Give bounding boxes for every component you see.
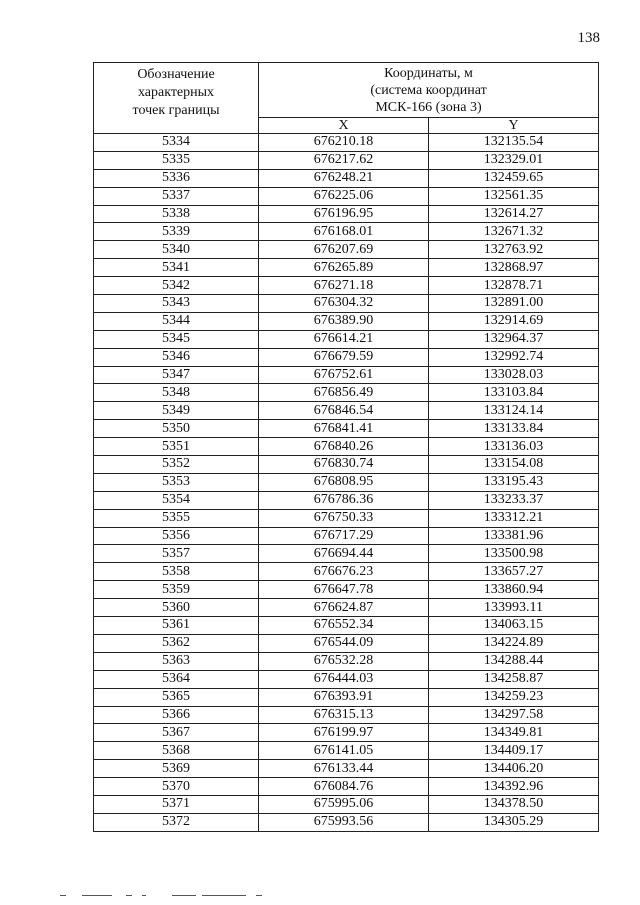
y-coordinate-cell: 133657.27 [429,563,599,581]
x-coordinate-cell: 676141.05 [259,742,429,760]
y-coordinate-cell: 133103.84 [429,384,599,402]
table-row [94,778,599,796]
point-id-cell: 5366 [94,706,259,724]
y-coordinate-cell: 133133.84 [429,420,599,438]
point-id-cell: 5358 [94,563,259,581]
footer-scan-marks [60,893,300,899]
table-row [94,169,599,187]
point-id-cell: 5352 [94,456,259,474]
table-row [94,402,599,420]
y-coordinate-cell: 133028.03 [429,366,599,384]
y-coordinate-cell: 134406.20 [429,760,599,778]
point-header-line-2: характерных [137,85,215,100]
table-row [94,151,599,169]
table-row [94,384,599,402]
table-row [94,742,599,760]
y-coordinate-cell: 134305.29 [429,813,599,831]
point-id-cell: 5337 [94,187,259,205]
point-id-cell: 5335 [94,151,259,169]
y-coordinate-cell: 132992.74 [429,348,599,366]
table-row [94,581,599,599]
y-coordinate-cell: 134258.87 [429,670,599,688]
table-row [94,366,599,384]
x-coordinate-cell: 676624.87 [259,599,429,617]
point-id-cell: 5371 [94,795,259,813]
point-id-cell: 5334 [94,134,259,152]
table-row [94,509,599,527]
table-row [94,259,599,277]
y-coordinate-cell: 133993.11 [429,599,599,617]
point-id-cell: 5340 [94,241,259,259]
x-coordinate-cell: 676168.01 [259,223,429,241]
point-id-cell: 5367 [94,724,259,742]
y-coordinate-cell: 132329.01 [429,151,599,169]
point-id-cell: 5347 [94,366,259,384]
x-coordinate-cell: 676750.33 [259,509,429,527]
x-coordinate-cell: 676315.13 [259,706,429,724]
y-coordinate-cell: 134378.50 [429,795,599,813]
point-id-cell: 5355 [94,509,259,527]
table-row [94,456,599,474]
y-coordinate-cell: 133195.43 [429,473,599,491]
y-coordinate-cell: 134288.44 [429,652,599,670]
point-id-cell: 5364 [94,670,259,688]
x-coordinate-cell: 676389.90 [259,312,429,330]
table-body [94,134,599,832]
point-id-cell: 5345 [94,330,259,348]
table-row [94,134,599,152]
table-row [94,652,599,670]
table-row [94,706,599,724]
x-coordinate-cell: 676393.91 [259,688,429,706]
y-coordinate-cell: 134349.81 [429,724,599,742]
x-coordinate-cell: 676679.59 [259,348,429,366]
x-coordinate-cell: 676830.74 [259,456,429,474]
x-coordinate-cell: 676786.36 [259,491,429,509]
page-number: 138 [577,30,600,46]
x-coordinate-cell: 676552.34 [259,617,429,635]
coords-header-line-1: Координаты, м [384,65,473,81]
table-row [94,527,599,545]
point-id-cell: 5341 [94,259,259,277]
table-row [94,688,599,706]
point-id-cell: 5353 [94,473,259,491]
x-coordinate-cell: 676532.28 [259,652,429,670]
point-id-cell: 5356 [94,527,259,545]
x-coordinate-cell: 676207.69 [259,241,429,259]
x-coordinate-cell: 676752.61 [259,366,429,384]
y-coordinate-cell: 133136.03 [429,438,599,456]
table-row [94,670,599,688]
point-id-cell: 5344 [94,312,259,330]
coords-header-line-2: (система координат [370,82,487,98]
point-id-cell: 5361 [94,617,259,635]
table-row [94,813,599,831]
point-id-cell: 5357 [94,545,259,563]
y-coordinate-cell: 133312.21 [429,509,599,527]
table-row [94,330,599,348]
x-coordinate-cell: 676225.06 [259,187,429,205]
x-coordinate-cell: 676248.21 [259,169,429,187]
point-header-line-3: точек границы [132,103,220,118]
x-coordinate-cell: 676841.41 [259,420,429,438]
y-coordinate-cell: 132964.37 [429,330,599,348]
y-coordinate-cell: 133124.14 [429,402,599,420]
x-coordinate-cell: 676614.21 [259,330,429,348]
coordinates-table [93,62,599,832]
point-id-cell: 5342 [94,277,259,295]
point-id-cell: 5338 [94,205,259,223]
x-coordinate-cell: 676676.23 [259,563,429,581]
point-id-cell: 5365 [94,688,259,706]
table-row [94,420,599,438]
x-coordinate-cell: 676717.29 [259,527,429,545]
point-id-cell: 5346 [94,348,259,366]
table-row [94,187,599,205]
table-row [94,241,599,259]
point-id-cell: 5349 [94,402,259,420]
y-coordinate-cell: 132878.71 [429,277,599,295]
y-coordinate-cell: 134297.58 [429,706,599,724]
y-coordinate-cell: 133500.98 [429,545,599,563]
x-coordinate-cell: 676304.32 [259,295,429,313]
y-coordinate-cell: 132614.27 [429,205,599,223]
x-coordinate-cell: 676271.18 [259,277,429,295]
x-coordinate-cell: 675993.56 [259,813,429,831]
table-row [94,545,599,563]
x-coordinate-cell: 676856.49 [259,384,429,402]
table-row [94,634,599,652]
y-coordinate-cell: 133233.37 [429,491,599,509]
point-id-cell: 5339 [94,223,259,241]
table-row [94,724,599,742]
x-coordinate-cell: 676217.62 [259,151,429,169]
point-id-cell: 5359 [94,581,259,599]
x-coordinate-cell: 676808.95 [259,473,429,491]
table-row [94,295,599,313]
y-coordinate-cell: 133860.94 [429,581,599,599]
point-id-cell: 5372 [94,813,259,831]
point-id-cell: 5354 [94,491,259,509]
x-coordinate-cell: 676133.44 [259,760,429,778]
point-id-cell: 5369 [94,760,259,778]
point-id-cell: 5348 [94,384,259,402]
y-coordinate-cell: 132868.97 [429,259,599,277]
x-coordinate-cell: 675995.06 [259,795,429,813]
y-coordinate-cell: 132135.54 [429,134,599,152]
y-coordinate-cell: 132891.00 [429,295,599,313]
table-row [94,473,599,491]
point-id-cell: 5368 [94,742,259,760]
point-id-cell: 5370 [94,778,259,796]
x-coordinate-cell: 676199.97 [259,724,429,742]
header-row-1 [94,63,599,118]
x-coordinate-cell: 676846.54 [259,402,429,420]
x-coordinate-cell: 676196.95 [259,205,429,223]
x-coordinate-cell: 676840.26 [259,438,429,456]
point-designation-header [94,63,259,134]
table-row [94,277,599,295]
point-id-cell: 5336 [94,169,259,187]
y-coordinate-cell: 132763.92 [429,241,599,259]
table-row [94,438,599,456]
x-coordinate-cell: 676694.44 [259,545,429,563]
point-id-cell: 5350 [94,420,259,438]
y-coordinate-cell: 134063.15 [429,617,599,635]
table-row [94,312,599,330]
x-coordinate-cell: 676265.89 [259,259,429,277]
y-coordinate-cell: 134224.89 [429,634,599,652]
y-coordinate-cell: 133154.08 [429,456,599,474]
point-id-cell: 5343 [94,295,259,313]
y-coordinate-cell: 132914.69 [429,312,599,330]
point-id-cell: 5363 [94,652,259,670]
table-row [94,795,599,813]
y-coordinate-cell: 134409.17 [429,742,599,760]
point-id-cell: 5360 [94,599,259,617]
point-id-cell: 5362 [94,634,259,652]
y-coordinate-cell: 134392.96 [429,778,599,796]
point-id-cell: 5351 [94,438,259,456]
table-row [94,348,599,366]
table-row [94,563,599,581]
y-coordinate-cell: 132459.65 [429,169,599,187]
x-coordinate-cell: 676647.78 [259,581,429,599]
table-row [94,617,599,635]
x-coordinate-cell: 676544.09 [259,634,429,652]
y-coordinate-cell: 133381.96 [429,527,599,545]
x-column-header: X [259,118,429,134]
x-coordinate-cell: 676210.18 [259,134,429,152]
table-row [94,760,599,778]
y-coordinate-cell: 134259.23 [429,688,599,706]
coords-header-line-3: МСК-166 (зона 3) [375,99,482,115]
y-column-header: Y [429,118,599,134]
y-coordinate-cell: 132671.32 [429,223,599,241]
coordinates-header [259,63,599,118]
table-row [94,491,599,509]
x-coordinate-cell: 676084.76 [259,778,429,796]
table-row [94,223,599,241]
y-coordinate-cell: 132561.35 [429,187,599,205]
x-coordinate-cell: 676444.03 [259,670,429,688]
point-header-line-1: Обозначение [137,67,215,82]
table-row [94,205,599,223]
table-row [94,599,599,617]
